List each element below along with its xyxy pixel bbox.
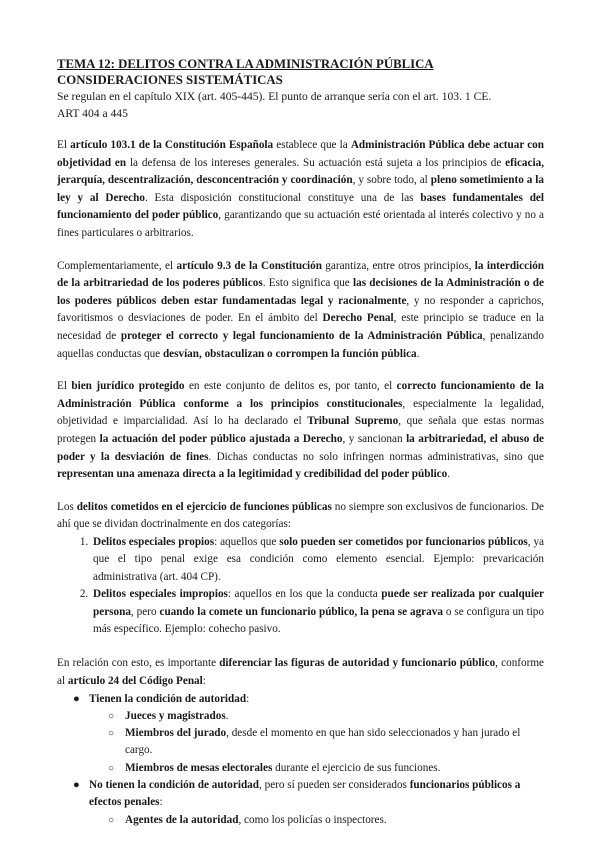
- paragraph-autoridad-funcionario: En relación con esto, es importante diferenciar las figuras de autoridad y funcionario público, conforme al artículo 24 del Código Penal:: [57, 657, 544, 687]
- paragraph-article-103: El artículo 103.1 de la Constitución Española establece que la Administración Pública debe actuar con objetividad en la defensa de los intereses generales. Su actuación está sujeta a los principios de eficacia, jerarquía, descentralización, desconcentración y coordinación, y sobre todo, al pleno sometimiento a la ley y al Derecho. Esta disposición constitucional constituye una de las bases fundamentales del funcionamiento del poder público, garantizando que su actuación esté orientada al interés colectivo y no a fines particulares o arbitrarios.: [57, 139, 545, 239]
- bullet-icon: ●: [73, 778, 80, 791]
- bullet-icon: ●: [73, 692, 80, 705]
- paragraph-article-9-3: Complementariamente, el artículo 9.3 de la Constitución garantiza, entre otros principios, la interdicción de la arbitrariedad de los poderes públicos. Esto significa que las decisiones de la Administración o de los poderes públicos deben estar fundamentadas legal y racionalmente, y no responder a caprichos, favoritismos o desviaciones de poder. En el ámbito del Derecho Penal, este principio se traduce en la necesidad de proteger el correcto y legal funcionamiento de la Administración Pública, penalizando aquellas conductas que desvían, obstaculizan o corrompen la función pública.: [57, 259, 545, 360]
- authority-bullet-list: [57, 691, 544, 829]
- sub-bullet-icon: ○: [108, 814, 115, 826]
- list-item: ○ Agentes de la autoridad, como los policías o inspectores.: [125, 812, 544, 829]
- paragraph-bien-juridico: El bien jurídico protegido en este conjunto de delitos es, por tanto, el correcto funcionamiento de la Administración Pública conforme a los principios constitucionales, especialmente la legalidad, objetividad e imparcialidad. Así lo ha declarado el Tribunal Supremo, que señala que estas normas protegen la actuación del poder público ajustada a Derecho, y sancionan la arbitrariedad, el abuso de poder y la desviación de fines. Dichas conductas no solo infringen normas administrativas, sino que representan una amenaza directa a la legitimidad y credibilidad del poder público.: [57, 380, 545, 481]
- authority-sublist: [89, 708, 544, 777]
- bullet-tienen-autoridad: ● Tienen la condición de autoridad: ○ Jueces y magistrados. ○ Miembros del jurado, desde el momento en que han sido seleccionados y han jurado el cargo. ○ Miembros de mesas electorales durante el ejercicio de sus funciones.: [89, 691, 544, 777]
- list-item: ○ Miembros del jurado, desde el momento en que han sido seleccionados y han jurado el cargo.: [108, 727, 521, 757]
- list-item-especiales-propios: 1. Delitos especiales propios: aquellos que solo pueden ser cometidos por funcionarios públicos, ya que el tipo penal exige esa condición como elemento esencial. Ejemplo: prevaricación administrativa (art. 404 CP).: [91, 534, 544, 586]
- bullet-no-tienen-autoridad: ● No tienen la condición de autoridad, pero sí pueden ser considerados funcionarios públicos a efectos penales: ○ Agentes de la autoridad, como los policías o inspectores.: [89, 777, 544, 829]
- list-item: ○ Jueces y magistrados.: [125, 708, 544, 725]
- list-item: ○ Miembros de mesas electorales durante el ejercicio de sus funciones.: [125, 760, 544, 777]
- section-subtitle: CONSIDERACIONES SISTEMÁTICAS: [57, 73, 283, 87]
- page-title: TEMA 12: DELITOS CONTRA LA ADMINISTRACIÓN PÚBLICA: [57, 57, 434, 71]
- intro-line-1: Se regulan en el capítulo XIX (art. 405-445). El punto de arranque sería con el art. 103. 1 CE.: [57, 90, 492, 103]
- list-item-especiales-impropios: 2. Delitos especiales impropios: aquellos en los que la conducta puede ser realizada por cualquier persona, pero cuando la comete un funcionario público, la pena se agrava o se configura un tipo más específico. Ejemplo: cohecho pasivo.: [91, 586, 544, 638]
- sub-bullet-icon: ○: [108, 710, 115, 722]
- sub-bullet-icon: ○: [108, 728, 115, 740]
- official-sublist: [89, 812, 544, 829]
- sub-bullet-icon: ○: [108, 762, 115, 774]
- offense-types-list: [57, 534, 544, 638]
- intro-line-2: ART 404 a 445: [57, 107, 128, 120]
- paragraph-delitos-funciones: Los delitos cometidos en el ejercicio de funciones públicas no siempre son exclusivos de funcionarios. De ahí que se dividan doctrinalmente en dos categorías:: [57, 500, 544, 531]
